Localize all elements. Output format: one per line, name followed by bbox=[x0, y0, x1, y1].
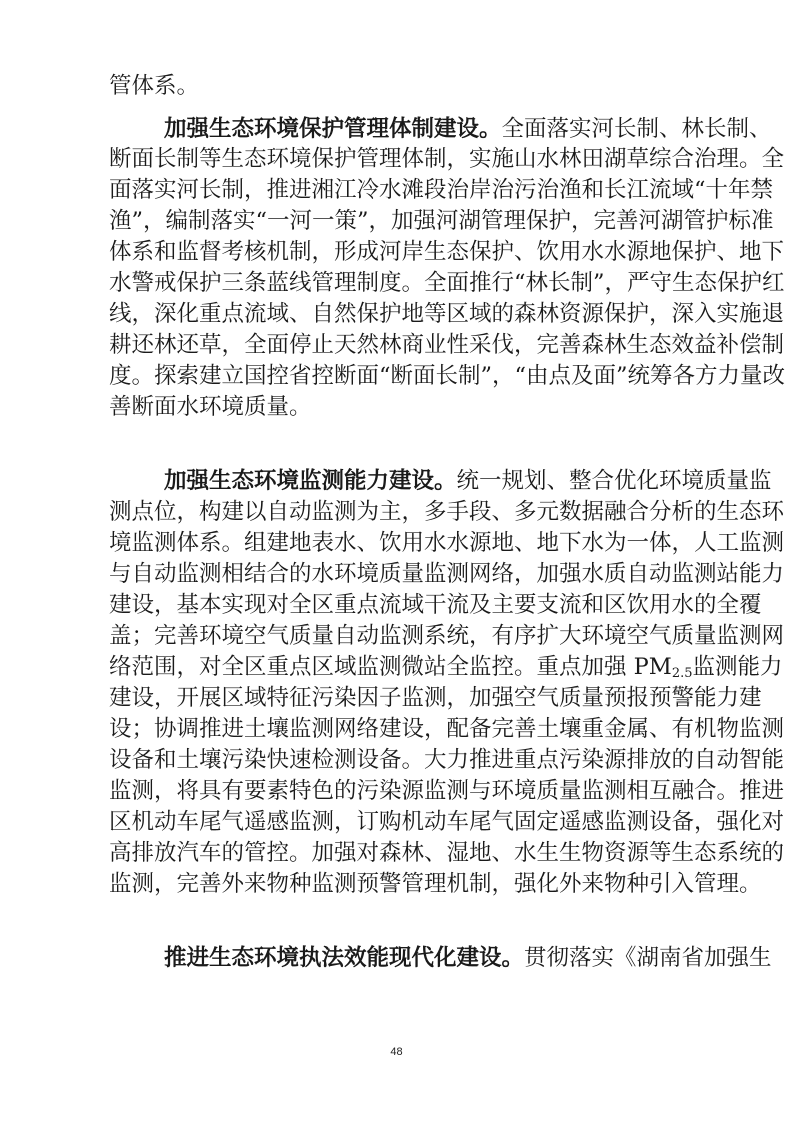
section-2-line: 监测，完善外来物种监测预警管理机制，强化外来物种引入管理。 bbox=[109, 871, 762, 897]
section-2-line: 高排放汽车的管控。加强对森林、湿地、水生生物资源等生态系统的 bbox=[109, 840, 785, 866]
section-heading: 加强生态环境监测能力建设。 bbox=[164, 468, 457, 494]
section-2-line: 监测，将具有要素特色的污染源监测与环境质量监测相互融合。推进 bbox=[109, 778, 785, 804]
section-2-line: 建设，开展区域特征污染因子监测，加强空气质量预报预警能力建 bbox=[109, 685, 762, 711]
section-2-line: 与自动监测相结合的水环境质量监测网络，加强水质自动监测站能力 bbox=[109, 561, 785, 587]
section-2-line: 设；协调推进土壤监测网络建设，配备完善土壤重金属、有机物监测 bbox=[109, 716, 785, 742]
section-1-line: 线，深化重点流域、自然保护地等区域的森林资源保护，深入实施退 bbox=[109, 301, 785, 327]
section-1-line: 水警戒保护三条蓝线管理制度。全面推行“林长制”，严守生态保护红 bbox=[109, 270, 785, 296]
page-number: 48 bbox=[390, 1046, 403, 1058]
paragraph-continuation: 管体系。 bbox=[109, 73, 200, 99]
section-2-line: 测点位，构建以自动监测为主，多手段、多元数据融合分析的生态环 bbox=[109, 499, 785, 525]
section-2-line-pm: 络范围，对全区重点区域监测微站全监控。重点加强 $PM_{2.5}$监测能力 bbox=[109, 654, 783, 681]
section-2-line-1: 加强生态环境监测能力建设。统一规划、整合优化环境质量监 bbox=[164, 468, 772, 494]
section-1-line: 善断面水环境质量。 bbox=[109, 394, 312, 420]
section-2-line: 区机动车尾气遥感监测，订购机动车尾气固定遥感监测设备，强化对 bbox=[109, 809, 785, 835]
section-1-line: 耕还林还草，全面停止天然林商业性采伐，完善森林生态效益补偿制 bbox=[109, 332, 785, 358]
pm-subscript: 2.5 bbox=[671, 666, 693, 681]
section-2-line: 建设，基本实现对全区重点流域干流及主要支流和区饮用水的全覆 bbox=[109, 592, 762, 618]
section-heading: 加强生态环境保护管理体制建设。 bbox=[164, 116, 502, 142]
section-1-line-1: 加强生态环境保护管理体制建设。全面落实河长制、林长制、 bbox=[164, 116, 772, 142]
section-1-line: 面落实河长制，推进湘江冷水滩段治岸治污治渔和长江流域“十年禁 bbox=[109, 177, 774, 203]
section-1-line: 断面长制等生态环境保护管理体制，实施山水林田湖草综合治理。全 bbox=[109, 146, 785, 172]
section-2-line: 境监测体系。组建地表水、饮用水水源地、地下水为一体，人工监测 bbox=[109, 530, 785, 556]
section-heading: 推进生态环境执法效能现代化建设。 bbox=[164, 945, 525, 971]
section-1-line: 渔”，编制落实“一河一策”，加强河湖管理保护，完善河湖管护标准 bbox=[109, 208, 774, 234]
section-2-line: 盖；完善环境空气质量自动监测系统，有序扩大环境空气质量监测网 bbox=[109, 623, 785, 649]
section-3-line-1: 推进生态环境执法效能现代化建设。贯彻落实《湖南省加强生 bbox=[164, 945, 772, 971]
section-1-line: 体系和监督考核机制，形成河岸生态保护、饮用水水源地保护、地下 bbox=[109, 239, 785, 265]
section-1-line: 度。探索建立国控省控断面“断面长制”，“由点及面”统筹各方力量改 bbox=[109, 363, 786, 389]
section-2-line: 设备和土壤污染快速检测设备。大力推进重点污染源排放的自动智能 bbox=[109, 747, 785, 773]
